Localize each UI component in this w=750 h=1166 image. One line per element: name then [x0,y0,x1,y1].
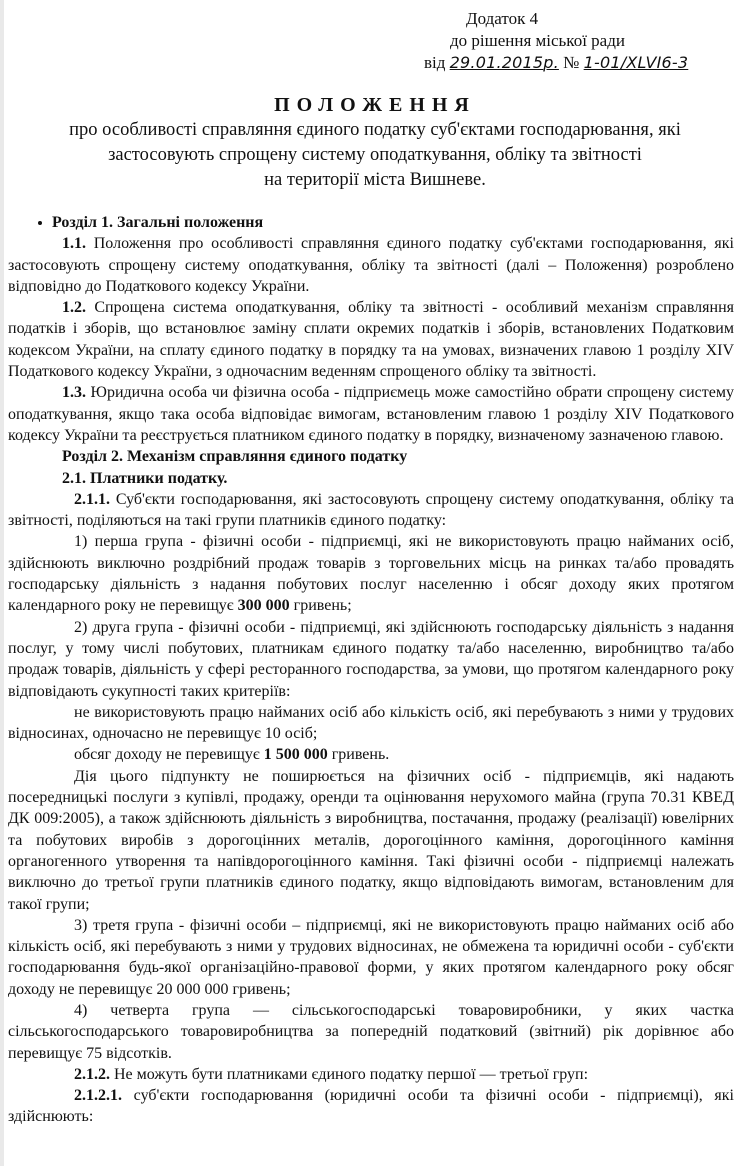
document-title: ПОЛОЖЕННЯ [274,94,476,116]
group-2-note: Дія цього підпункту не поширюється на фізичних осіб - підприємців, які надають посередницькі послуги з купівлі, продажу, оренди та оцінювання нерухомого майна (група 70.31 КВЕД ДК 009:2005), а також здійснюють діяльність з виробництва, постачання, продажу (реалізації) ювелірних та побутових виробів з дорогоцінних металів, дорогоцінного каміння, дорогоцінного каміння органогенного утворення та напівдорогоцінного каміння. Такі фізичні особи - підприємці належать виключно до третьої групи платників єдиного податку, якщо відповідають вимогам, встановленим для такої групи; [8,767,734,913]
subtitle-line: на території міста Вишневе. [264,170,486,190]
paragraph-2-1-1: 2.1.1. Суб'єкти господарювання, які застосовують спрощену систему оподаткування, обліку та звітності, поділяються на такі групи платників єдиного податку: [8,490,734,530]
group-3-paragraph: 3) третя група - фізичні особи – підприємці, які не використовують працю найманих осіб або кількість осіб, які перебувають з ними у трудових відносинах, не обмежена та юридичні особи - суб'єкти господарювання будь-якої організаційно-правової форми, у яких протягом календарного року обсяг доходу не перевищує 20 000 000 гривень; [8,916,734,998]
document-body [8,212,734,1128]
group-2-criterion-2: обсяг доходу не перевищує 1 500 000 гривень. [74,746,390,764]
paragraph-1-1: 1.1. Положення про особливості справляння єдиного податку суб'єктами господарювання, які застосовують спрощену систему оподаткування, обліку та звітності (далі – Положення) розроблено відповідно до Податкового кодексу України. [8,235,734,295]
handwritten-date: 29.01.2015 [449,53,544,72]
group-2-criterion-1: не використовують працю найманих осіб або кількість осіб, які перебувають з ними у трудових відносинах, одночасно не перевищує 10 осіб; [8,703,734,743]
paragraph-2-1-2: 2.1.2. Не можуть бути платниками єдиного податку першої — третьої груп: [74,1065,589,1083]
annex-date-line [424,52,688,74]
section-1-heading: Розділ 1. Загальні положення [8,212,734,233]
bullet-mark [38,221,42,225]
paragraph-1-3: 1.3. Юридична особа чи фізична особа - підприємець може самостійно обрати спрощену систему оподаткування, якщо така особа відповідає вимогам, встановленим главою 1 розділу XIV Податкового кодексу України та реєструється платником єдиного податку в порядку, визначеному зазначеною главою. [8,384,734,444]
subtitle-line: про особливості справляння єдиного податку суб'єктами господарювання, які [69,120,681,140]
group-4-paragraph: 4) четверта група — сільськогосподарські товаровиробники, у яких частка сільськогосподарського товаровиробництва за попередній податковий (звітний) рік дорівнює або перевищує 75 відсотків. [8,1001,734,1062]
annex-from-label: від [424,53,446,72]
handwritten-number: 1-01/XLVI6-3 [583,53,689,72]
annex-title: Додаток 4 [466,9,539,28]
annex-number-label: № [563,53,580,72]
paragraph-2-1-2-1: 2.1.2.1. суб'єкти господарювання (юридичні особи та фізичні особи - підприємці), які здійснюють: [8,1087,734,1126]
paragraph-1-2: 1.2. Спрощена система оподаткування, обліку та звітності - особливий механізм справляння податків і зборів, що встановлює заміну сплати окремих податків і зборів, встановлених Податковим кодексом України, на сплату єдиного податку в порядку та на умовах, визначених главою 1 розділу XIV Податкового кодексу України, з одночасним веденням спрощеного обліку та звітності. [8,299,734,381]
subsection-2-1-heading: 2.1. Платники податку. [62,469,228,487]
group-2-paragraph: 2) друга група - фізичні особи - підприємці, які здійснюють господарську діяльність з надання послуг, у тому числі побутових, платникам єдиного податку та/або населенню, виробництво та/або продаж товарів, діяльність у сфері ресторанного господарства, за умови, що протягом календарного року відповідають сукупності таких критеріїв: [8,618,734,700]
annex-block [424,8,688,74]
document-subtitle [0,118,750,193]
annex-decision-line: до рішення міської ради [450,31,625,50]
subtitle-line: застосовують спрощену систему оподаткування, обліку та звітності [108,145,642,165]
group-1-paragraph: 1) перша група - фізичні особи - підприємці, які не використовують працю найманих осіб, здійснюють виключно роздрібний продаж товарів з торговельних місць на ринках та/або провадять господарську діяльність з надання побутових послуг населенню і обсяг доходу яких протягом календарного року не перевищує 300 000 гривень; [8,533,734,615]
annex-year-suffix: р. [543,53,559,72]
section-2-heading: Розділ 2. Механізм справляння єдиного податку [62,448,408,466]
